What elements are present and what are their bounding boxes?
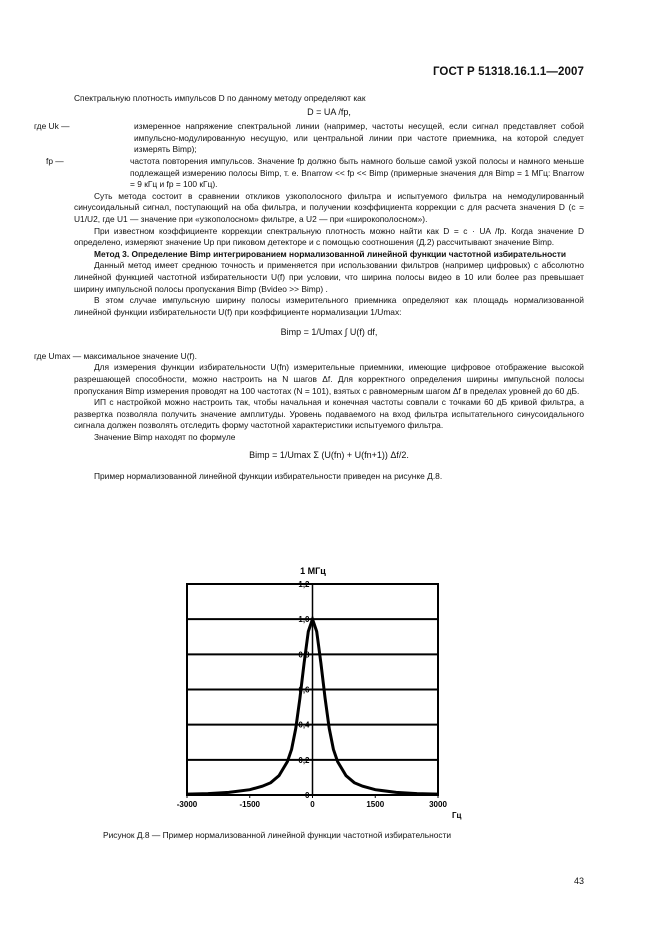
definition-text: измеренное напряжение спектральной линии (например, частоты несущей, если сигнал представляет собой импульсно-модулированную несущую, или центральной линии при частоте приемника, на которой следует измерять Bimp);	[134, 121, 584, 155]
chart-title: 1 МГц	[300, 566, 326, 576]
definition-key: где Uk —	[34, 121, 70, 132]
paragraph-10: Значение Bimp находят по формуле	[94, 432, 236, 443]
formula-3: Bimp = 1/Umax Σ (U(fn) + U(fn+1)) Δf/2.	[249, 449, 409, 460]
x-tick-label: 0	[310, 800, 315, 809]
paragraph-9: ИП с настройкой можно настроить так, чтобы начальная и конечная частоты совпали с точками 60 дБ кривой фильтра, а развертка позволяла получить значение амплитуды. Уровень подаваемого на вход фильтра испытательного синусоидального сигнала должен позволять отследить форму частотной характеристики испытуемого фильтра.	[74, 397, 584, 431]
y-tick-label: 0,6	[298, 685, 310, 695]
x-tick-label: 1500	[366, 800, 385, 809]
page-number: 43	[573, 876, 584, 886]
paragraph-5: Данный метод имеет среднюю точность и применяется при использовании фильтров (например цифровых) с абсолютно линейной функцией частотной избирательности U(f) при условии, что ширина полосы видео в 10 или более раз превышает ширину импульсной полосы пропускания Bimp (Bvideo >> Bimp) .	[74, 260, 584, 294]
chart-x-label: Гц	[452, 811, 462, 820]
paragraph-7: где Umax — максимальное значение U(f).	[34, 350, 197, 361]
y-tick-label: 0,8	[298, 650, 310, 660]
y-tick-label: 1,2	[298, 580, 310, 589]
y-tick-label: 0	[305, 791, 310, 800]
y-tick-label: 1,0	[298, 615, 310, 625]
figure-caption: Рисунок Д.8 — Пример нормализованной линейной функции частотной избирательности	[103, 830, 452, 840]
page-header: ГОСТ Р 51318.16.1.1—2007	[432, 66, 584, 78]
paragraph-2: Суть метода состоит в сравнении откликов узкополосного фильтра и испытуемого фильтра на немодулированный синусоидальный сигнал, поступающий на оба фильтра, и получении коэффициента коррекции c для расчета значения D (c = U1/U2, где U1 — значение при «узкополосном» фильтре, а U2 — при «широкополосном»).	[74, 190, 584, 224]
paragraph-1: Спектральную плотность импульсов D по данному методу определяют как	[74, 93, 366, 103]
x-tick-label: 3000	[429, 800, 447, 809]
x-tick-label: -3000	[176, 800, 198, 809]
y-tick-label: 0,4	[298, 720, 310, 730]
formula-2: Bimp = 1/Umax ∫ U(f) df,	[280, 327, 378, 338]
definition-text: частота повторения импульсов. Значение fp должно быть намного больше самой узкой полосы и намного меньше подлежащей измерению полосы Bimp, т. е. Bnarrow << fp << Bimp (примерные значения для Bimp = 1 МГц: Bnarrow = 9 кГц и fp = 100 кГц).	[130, 155, 584, 190]
paragraph-6: В этом случае импульсную ширину полосы измерительного приемника определяют как площадь нормализованной линейной функции избирательности U(f) при коэффициенте нормализации 1/Umax:	[74, 295, 584, 317]
paragraph-11: Пример нормализованной линейной функции избирательности приведен на рисунке Д.8.	[94, 471, 443, 482]
definition-key: fp —	[46, 155, 64, 166]
paragraph-3: При известном коэффициенте коррекции спектральную плотность можно найти как D = c · UA /fp. Когда значение D определено, измеряют значение Up при пиковом детекторе и с помощью соотношения (Д.2) рассчитывают значение Bimp.	[74, 225, 584, 248]
y-tick-label: 0,2	[298, 755, 310, 765]
x-tick-label: -1500	[239, 800, 260, 809]
method-3-heading: Метод 3. Определение Bimp интегрированием нормализованной линейной функции частотной избирательности	[94, 248, 567, 259]
paragraph-8: Для измерения функции избирательности U(fn) измерительные приемники, имеющие цифровое отображение высокой разрешающей способности, можно настроить на N шагов Δf. Для корректного определения ширины импульсной полосы пропускания Bimp измерения проводят на 100 частотах (N = 101), взятых с равномерным шагом Δf в пределах уровней до 60 дБ.	[74, 362, 584, 396]
formula-1: D = UA /fp,	[307, 106, 351, 117]
